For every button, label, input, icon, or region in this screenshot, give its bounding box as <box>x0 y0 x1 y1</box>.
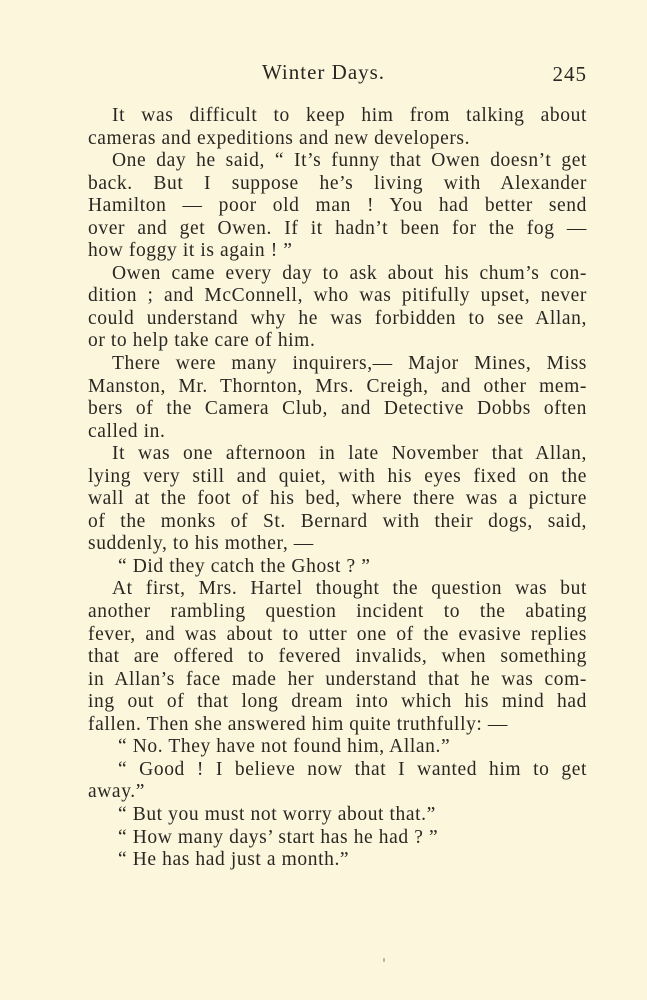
text-line: another rambling question incident to the abating <box>88 601 587 623</box>
text-line: lying very still and quiet, with his eyes fixed on the <box>88 465 587 487</box>
text-line: that are offered to fevered invalids, when something <box>88 646 587 668</box>
text-line: fallen. Then she answered him quite truthfully: — <box>88 713 509 735</box>
text-line: could understand why he was forbidden to see Allan, <box>88 307 587 329</box>
text-line: away.” <box>88 781 146 803</box>
text-line: One day he said, “ It’s funny that Owen doesn’t get <box>112 150 587 172</box>
paragraph <box>88 105 587 150</box>
text-line: over and get Owen. If it hadn’t been for the fog — <box>88 217 587 239</box>
text-line: wall at the foot of his bed, where there was a picture <box>88 488 587 510</box>
paragraph <box>88 758 587 804</box>
paragraph <box>112 736 587 759</box>
text-line: “ Did they catch the Ghost ? ” <box>118 555 371 577</box>
text-line: ing out of that long dream into which his mind had <box>88 691 587 713</box>
text-line: “ How many days’ start has he had ? ” <box>118 826 439 848</box>
text-line: Owen came every day to ask about his chum’s con- <box>112 262 587 284</box>
running-title: Winter Days. <box>261 60 386 84</box>
paragraph <box>88 353 587 443</box>
text-line: in Allan’s face made her understand that he was com- <box>88 668 587 690</box>
text-line: “ Good ! I believe now that I wanted him to get <box>118 758 587 780</box>
text-line: It was difficult to keep him from talking about <box>112 105 587 126</box>
text-line: “ But you must not worry about that.” <box>118 803 436 825</box>
paragraph <box>112 804 587 827</box>
text-line: At first, Mrs. Hartel thought the question was but <box>112 578 587 600</box>
text-line: how foggy it is again ! ” <box>88 240 293 262</box>
paragraph <box>88 578 587 736</box>
text-line: cameras and expeditions and new developers. <box>88 127 471 149</box>
text-line: “ No. They have not found him, Allan.” <box>118 736 451 758</box>
text-line: It was one afternoon in late November that Allan, <box>112 443 587 465</box>
text-line: of the monks of St. Bernard with their dogs, said, <box>88 510 587 532</box>
text-line: Manston, Mr. Thornton, Mrs. Creigh, and other mem- <box>88 375 587 397</box>
text-line: fever, and was about to utter one of the evasive replies <box>88 623 587 645</box>
paper-speck <box>383 958 385 962</box>
text-line: called in. <box>88 420 166 442</box>
paragraph <box>112 556 587 579</box>
text-line: There were many inquirers,— Major Mines, Miss <box>112 353 587 375</box>
text-line: dition ; and McConnell, who was pitifully upset, never <box>88 285 587 307</box>
paragraph <box>88 443 587 556</box>
text-line: suddenly, to his mother, — <box>88 533 314 555</box>
text-line: Hamilton — poor old man ! You had better send <box>88 195 587 217</box>
body-text <box>88 105 587 872</box>
text-line: or to help take care of him. <box>88 330 316 352</box>
paragraph <box>88 262 587 353</box>
text-line: back. But I suppose he’s living with Alexander <box>88 172 587 194</box>
page-number: 245 <box>552 62 587 86</box>
text-line: “ He has had just a month.” <box>118 849 350 871</box>
paragraph <box>112 849 587 872</box>
paragraph <box>88 150 587 263</box>
paragraph <box>112 827 587 850</box>
text-line: bers of the Camera Club, and Detective Dobbs often <box>88 398 587 420</box>
page-header <box>0 58 647 90</box>
